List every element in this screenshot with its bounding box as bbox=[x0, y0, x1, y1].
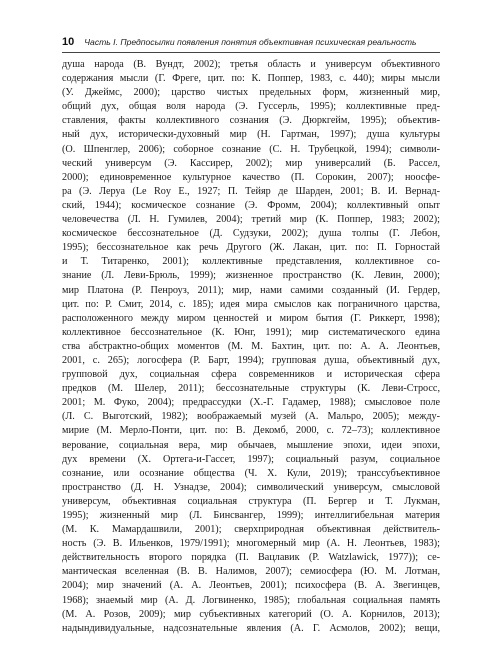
page-header bbox=[62, 36, 440, 52]
text-line: 1968); знаемый мир (А. Д. Логвиненко, 1985); глобальная социальная память bbox=[62, 594, 440, 606]
page-number: 10 bbox=[62, 36, 75, 48]
text-line: мантическая вселенная (В. В. Налимов, 2007); семиосфера (Ю. М. Лотман, bbox=[62, 566, 440, 578]
text-line: сознание, или осознание общества (Ч. Х. Кули, 2019); транссубъективное bbox=[62, 467, 440, 479]
running-head: Часть I. Предпосылки появления понятия объективная психическая реальность bbox=[84, 37, 417, 47]
text-line: коллективное бессознательное (К. Юнг, 1991); мир систематического едина bbox=[62, 326, 440, 338]
text-line: действительность второго порядка (П. Вацлавик (P. Watzlawick, 1977)); се- bbox=[62, 552, 440, 564]
text-line: и Т. Титаренко, 2001); коллективные представления, коллективное со- bbox=[62, 256, 440, 268]
text-line: ность (Э. В. Ильенков, 1979/1991); многомерный мир (А. Н. Леонтьев, 1983); bbox=[62, 538, 440, 550]
text-line: ный дух, исторически-духовный мир (Н. Гартман, 1997); душа культуры bbox=[62, 129, 440, 141]
text-line: верование, социальная вера, мир обычаев, мышление эпохи, идеи эпохи, bbox=[62, 439, 440, 451]
text-line: (У. Джеймс, 2000); царство чистых предельных форм, жизненный мир, bbox=[62, 87, 440, 99]
text-line: (М. А. Розов, 2009); мир субъективных категорий (О. А. Корнилов, 2013); bbox=[62, 608, 440, 620]
text-line: пространство (Д. Н. Узнадзе, 2004); символический универсум, смысловой bbox=[62, 481, 440, 493]
text-line: космическое бессознательное (Д. Судзуки, 2002); душа толпы (Г. Лебон, bbox=[62, 228, 440, 240]
text-line: надындивидуальные, надсознательные явления (А. Г. Асмолов, 2002); вещи, bbox=[62, 622, 440, 634]
text-line: 1995); бессознательное как речь Другого (Ж. Лакан, цит. по: П. Горностай bbox=[62, 242, 440, 254]
text-line: 2001; М. Фуко, 2004); предрассудки (Х.-Г. Гадамер, 1988); смысловое поле bbox=[62, 397, 440, 409]
text-line: (М. К. Мамардашвили, 2001); сверхприродная объективная действитель- bbox=[62, 524, 440, 536]
text-line: цит. по: Р. Смит, 2014, с. 185); идея мира смыслов как пограничного царства, bbox=[62, 298, 440, 310]
text-line: общий дух, общая воля народа (Э. Гуссерль, 1995); коллективные пред- bbox=[62, 101, 440, 113]
text-line: (О. Шпенглер, 2006); соборное сознание (С. Н. Трубецкой, 1994); символи- bbox=[62, 143, 440, 155]
header-rule bbox=[62, 52, 440, 53]
text-line: душа народа (В. Вундт, 2002); третья область и универсум объективного bbox=[62, 59, 440, 70]
text-line: человечества (Л. Н. Гумилев, 2004); третий мир (К. Поппер, 1983; 2002); bbox=[62, 214, 440, 226]
text-line: расположенного между миром ценностей и миром бытия (Г. Риккерт, 1998); bbox=[62, 312, 440, 324]
text-line: дух времени (Х. Ортега-и-Гассет, 1997); социальный разум, социальное bbox=[62, 453, 440, 465]
text-line: 1995); жизненный мир (Л. Бинсвангер, 1999); интеллигибельная материя bbox=[62, 510, 440, 521]
text-line: ставления, факты коллективного сознания (Э. Дюркгейм, 1995); объектив- bbox=[62, 115, 440, 127]
text-line: мир Платона (Р. Пенроуз, 2011); мир, нами самими созданный (И. Гердер, bbox=[62, 284, 440, 296]
text-line: знание (Л. Леви-Брюль, 1999); жизненное пространство (К. Левин, 2000); bbox=[62, 270, 440, 282]
text-line: 2000); единовременное культурное качество (П. Сорокин, 2007); ноосфе- bbox=[62, 171, 440, 183]
text-line: универсум, объективная социальная структура (П. Бергер и Т. Лукман, bbox=[62, 495, 440, 507]
text-line: ства абстрактно-общих моментов (М. М. Бахтин, цит. по: А. А. Леонтьев, bbox=[62, 340, 440, 352]
text-line: групповой дух, социальная сфера современников и историческая сфера bbox=[62, 369, 440, 381]
text-line: (Л. С. Выготский, 1982); воображаемый музей (А. Мальро, 2005); между- bbox=[62, 411, 440, 423]
text-line: ский, 1944); космическое сознание (Э. Фромм, 2004); коллективный опыт bbox=[62, 199, 440, 211]
text-line: предков (М. Шелер, 2011); бессознательные структуры (К. Леви-Стросс, bbox=[62, 383, 440, 395]
text-line: содержания мысли (Г. Фреге, цит. по: К. Поппер, 1983, с. 440); миры мысли bbox=[62, 73, 440, 85]
text-line: 2001, с. 265); логосфера (Р. Барт, 1994); групповая душа, объективный дух, bbox=[62, 354, 440, 366]
text-line: ческий универсум (Э. Кассирер, 2002); мир универсалий (Б. Рассел, bbox=[62, 157, 440, 169]
text-line: ра (Э. Леруа (Le Roy E., 1927; П. Тейяр де Шарден, 2001; В. И. Вернад- bbox=[62, 185, 440, 197]
text-line: 2004); мир значений (А. А. Леонтьев, 2001); психосфера (В. А. Звегинцев, bbox=[62, 580, 440, 592]
body-text bbox=[62, 58, 440, 636]
text-line: мирие (М. Мерло-Понти, цит. по: В. Декомб, 2000, с. 72–73); коллективное bbox=[62, 425, 440, 437]
